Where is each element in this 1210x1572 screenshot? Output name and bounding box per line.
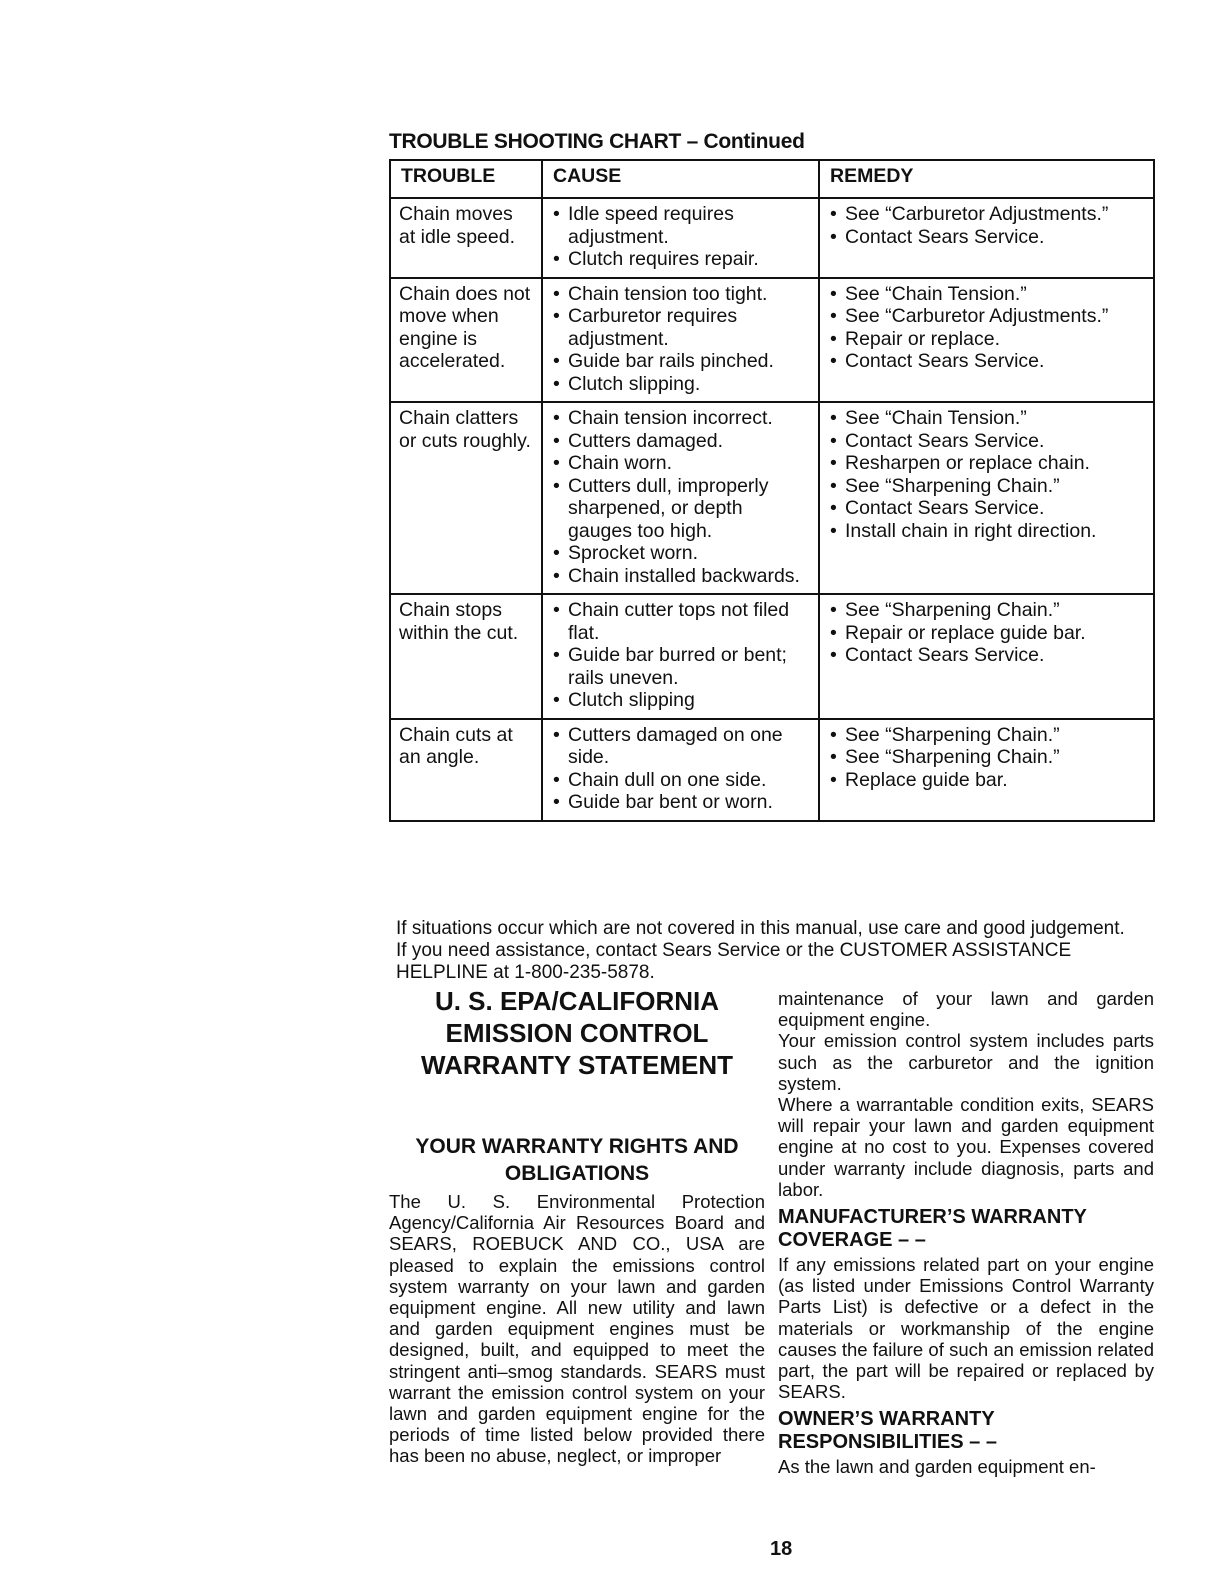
- table-row: [390, 594, 1154, 719]
- trouble-cell: Chain clatters or cuts roughly.: [390, 402, 542, 594]
- cause-item: • Sprocket worn.: [551, 542, 810, 565]
- remedy-cell: [819, 198, 1154, 278]
- cause-cell: [542, 594, 819, 719]
- cause-item: • Carburetor requires adjustment.: [551, 305, 810, 350]
- manufacturer-coverage-body: If any emissions related part on your engine (as listed under Emissions Control Warranty Parts List) is defective or a defect in the materials or workmanship of the engine causes the failure of such an emission related part, the part will be repaired or replaced by SEARS.: [778, 1254, 1154, 1403]
- cause-cell: [542, 278, 819, 403]
- remedy-cell: [819, 402, 1154, 594]
- repair-paragraph: Where a warrantable condition exits, SEARS will repair your lawn and garden equipment engine at no cost to you. Expenses covered under warranty include diagnosis, parts and labor.: [778, 1094, 1154, 1200]
- header-remedy: REMEDY: [819, 160, 1154, 198]
- cause-cell: [542, 198, 819, 278]
- system-parts-paragraph: Your emission control system includes parts such as the carburetor and the ignition system.: [778, 1030, 1154, 1094]
- remedy-item: • Contact Sears Service.: [828, 430, 1145, 453]
- remedy-item: • Replace guide bar.: [828, 769, 1145, 792]
- rights-body: The U. S. Environmental Protection Agency/California Air Resources Board and SEARS, ROEBUCK AND CO., USA are pleased to explain the emissions control system warranty on your lawn and garden equipment engine. All new utility and lawn and garden equipment engines must be designed, built, and equipped to meet the stringent anti–smog standards. SEARS must warrant the emission control system on your lawn and garden equipment engine for the periods of time listed below provided there has been no abuse, neglect, or improper: [389, 1191, 765, 1467]
- table-row: [390, 198, 1154, 278]
- remedy-item: • See “Chain Tension.”: [828, 407, 1145, 430]
- cause-item: • Idle speed requires adjustment.: [551, 203, 810, 248]
- cause-item: • Guide bar rails pinched.: [551, 350, 810, 373]
- chart-title: TROUBLE SHOOTING CHART – Continued: [389, 130, 805, 153]
- cause-item: • Cutters damaged on one side.: [551, 724, 810, 769]
- warranty-title-line-1: U. S. EPA/CALIFORNIA: [434, 986, 720, 1016]
- trouble-cell: Chain does not move when engine is accelerated.: [390, 278, 542, 403]
- owner-responsibilities-body: As the lawn and garden equipment en-: [778, 1456, 1096, 1478]
- cause-item: • Guide bar burred or bent; rails uneven.: [551, 644, 810, 689]
- header-cause: CAUSE: [542, 160, 819, 198]
- cause-item: • Chain tension incorrect.: [551, 407, 810, 430]
- cause-item: • Chain tension too tight.: [551, 283, 810, 306]
- cause-item: • Chain cutter tops not filed flat.: [551, 599, 810, 644]
- remedy-item: • Install chain in right direction.: [828, 520, 1145, 543]
- remedy-item: • Contact Sears Service.: [828, 497, 1145, 520]
- cause-item: • Chain installed backwards.: [551, 565, 810, 588]
- warranty-title-line-2: EMISSION CONTROL: [445, 1018, 709, 1048]
- cause-cell: [542, 719, 819, 821]
- warranty-title-line-3: WARRANTY STATEMENT: [421, 1050, 733, 1080]
- remedy-item: • See “Carburetor Adjustments.”: [828, 305, 1145, 328]
- remedy-item: • Resharpen or replace chain.: [828, 452, 1145, 475]
- remedy-cell: [819, 719, 1154, 821]
- table-row: [390, 402, 1154, 594]
- remedy-item: • Repair or replace guide bar.: [828, 622, 1145, 645]
- rights-heading: YOUR WARRANTY RIGHTS AND OBLIGATIONS: [415, 1135, 739, 1185]
- manufacturer-coverage-heading: MANUFACTURER’S WARRANTY COVERAGE – –: [778, 1206, 1087, 1252]
- trouble-cell: Chain stops within the cut.: [390, 594, 542, 719]
- remedy-item: • Contact Sears Service.: [828, 226, 1145, 249]
- remedy-item: • Repair or replace.: [828, 328, 1145, 351]
- table-header-row: [390, 160, 1154, 198]
- cause-item: • Cutters dull, improperly sharpened, or depth gauges too high.: [551, 475, 810, 543]
- remedy-item: • See “Sharpening Chain.”: [828, 724, 1145, 747]
- remedy-item: • See “Chain Tension.”: [828, 283, 1145, 306]
- table-row: [390, 719, 1154, 821]
- maintenance-paragraph: maintenance of your lawn and garden equipment engine.: [778, 988, 1154, 1031]
- cause-item: • Cutters damaged.: [551, 430, 810, 453]
- assistance-note: If situations occur which are not covered in this manual, use care and good judgement. If you need assistance, contact Sears Service or the CUSTOMER ASSISTANCE HELPLINE at 1-800-235-5878.: [396, 918, 1125, 983]
- left-column: [389, 985, 765, 1467]
- remedy-item: • Contact Sears Service.: [828, 644, 1145, 667]
- troubleshooting-table: [389, 159, 1155, 822]
- trouble-cell: Chain cuts at an angle.: [390, 719, 542, 821]
- remedy-item: • See “Sharpening Chain.”: [828, 746, 1145, 769]
- page-number: 18: [770, 1538, 793, 1560]
- trouble-cell: Chain moves at idle speed.: [390, 198, 542, 278]
- remedy-item: • Contact Sears Service.: [828, 350, 1145, 373]
- header-trouble: TROUBLE: [390, 160, 542, 198]
- owner-responsibilities-heading: OWNER’S WARRANTY RESPONSIBILITIES – –: [778, 1408, 997, 1454]
- remedy-item: • See “Sharpening Chain.”: [828, 599, 1145, 622]
- cause-item: • Guide bar bent or worn.: [551, 791, 810, 814]
- cause-item: • Chain dull on one side.: [551, 769, 810, 792]
- cause-item: • Clutch requires repair.: [551, 248, 810, 271]
- right-column: [778, 988, 1154, 1478]
- table-row: [390, 278, 1154, 403]
- remedy-item: • See “Carburetor Adjustments.”: [828, 203, 1145, 226]
- cause-cell: [542, 402, 819, 594]
- cause-item: • Clutch slipping: [551, 689, 810, 712]
- remedy-item: • See “Sharpening Chain.”: [828, 475, 1145, 498]
- remedy-cell: [819, 278, 1154, 403]
- cause-item: • Chain worn.: [551, 452, 810, 475]
- remedy-cell: [819, 594, 1154, 719]
- cause-item: • Clutch slipping.: [551, 373, 810, 396]
